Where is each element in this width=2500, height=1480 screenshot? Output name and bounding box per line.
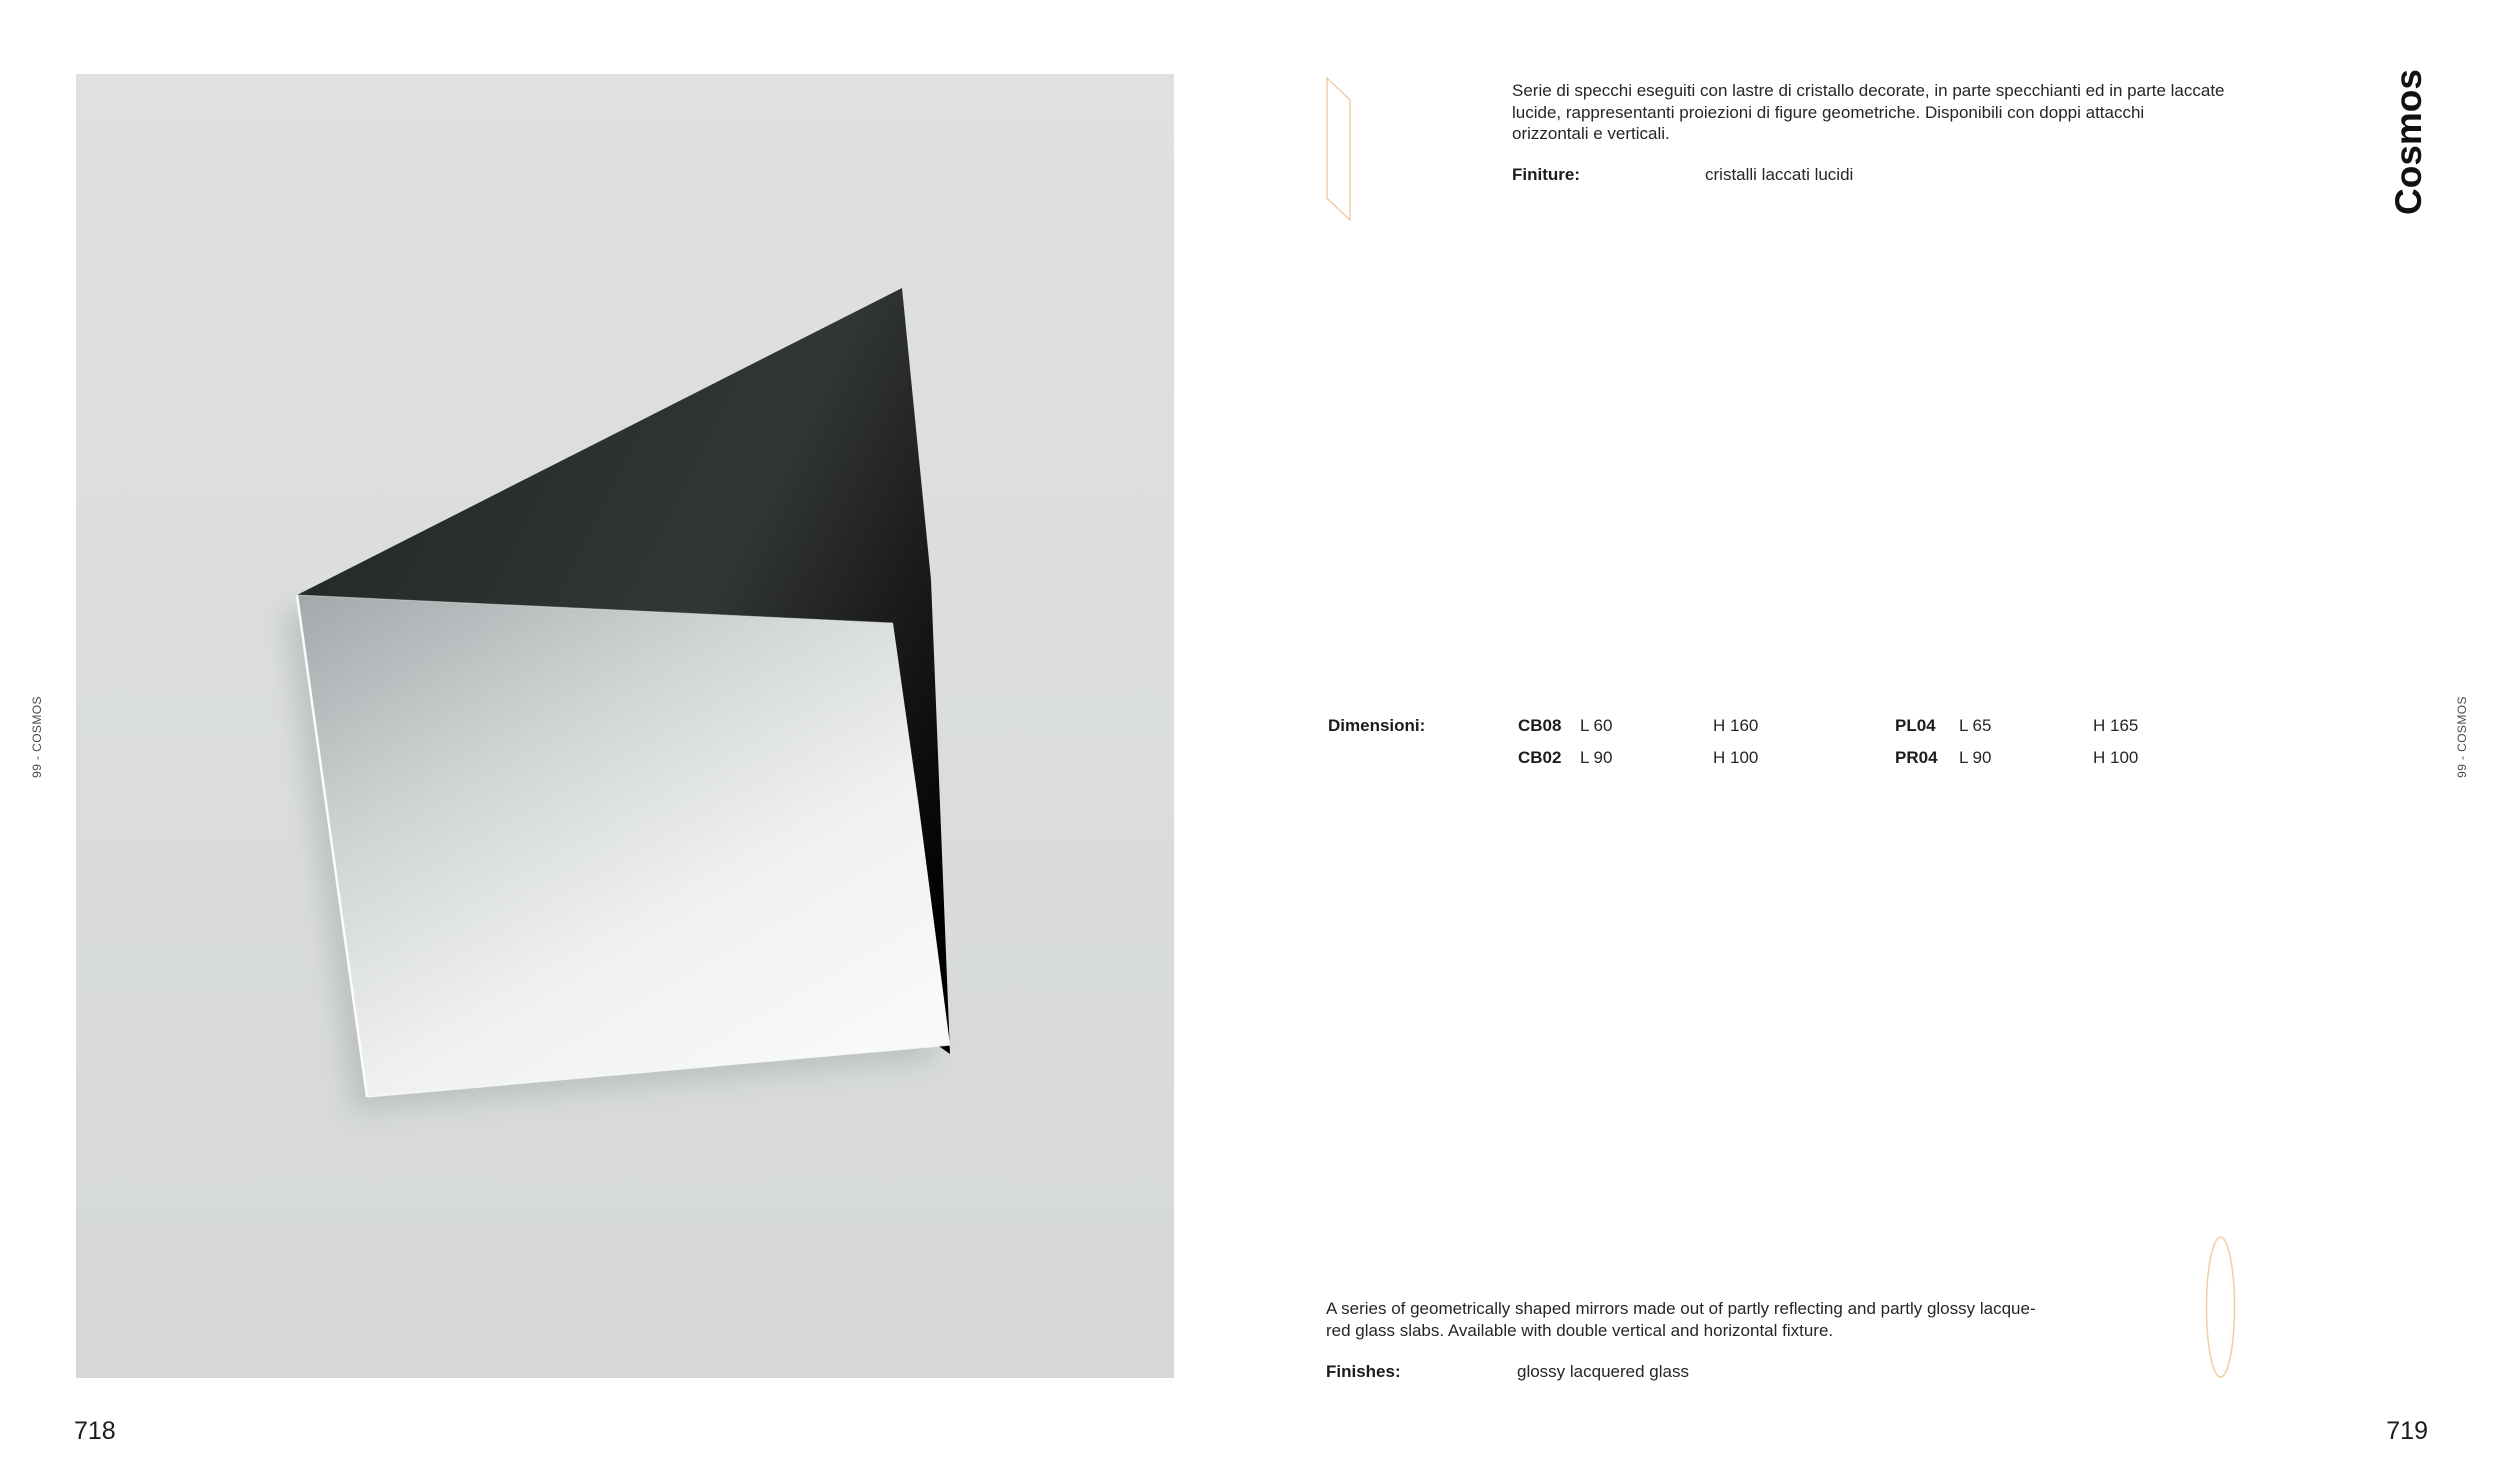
dim-height: H 165 <box>2093 716 2139 735</box>
dim-length: L 90 <box>1580 748 1613 767</box>
finishes-label: Finishes: <box>1326 1362 1401 1381</box>
dim-length: L 90 <box>1959 748 1992 767</box>
decor-parallelogram-outline <box>1327 78 1350 220</box>
dim-code: PR04 <box>1895 748 1938 767</box>
left-margin-series-label: 99 - COSMOS <box>30 696 44 778</box>
outro-paragraph-en <box>1326 1298 2036 1341</box>
dim-length: L 60 <box>1580 716 1613 735</box>
dim-height: H 100 <box>2093 748 2139 767</box>
dimensioni-label: Dimensioni: <box>1328 716 1426 735</box>
dim-code: PL04 <box>1895 716 1936 735</box>
dim-length: L 65 <box>1959 716 1992 735</box>
dimension-row <box>0 748 2500 770</box>
decor-ellipse <box>2200 1231 2242 1383</box>
right-page-number: 719 <box>2386 1417 2428 1445</box>
dimension-row <box>0 716 2500 738</box>
intro-it-line: Serie di specchi eseguiti con lastre di cristallo decorate, in parte specchianti ed in parte laccate <box>1512 81 2225 100</box>
decor-parallelogram <box>1320 70 1360 226</box>
finiture-value: cristalli laccati lucidi <box>1705 165 1854 184</box>
intro-it-line: orizzontali e verticali. <box>1512 124 1670 143</box>
dim-code: CB02 <box>1518 748 1562 767</box>
dim-code: CB08 <box>1518 716 1562 735</box>
decor-ellipse-outline <box>2207 1237 2235 1377</box>
finishes-value: glossy lacquered glass <box>1517 1362 1689 1381</box>
series-title: Cosmos <box>2388 69 2429 215</box>
intro-it-line: lucide, rappresentanti proiezioni di figure geometriche. Disponibili con doppi attacchi <box>1512 102 2145 122</box>
intro-paragraph-it <box>1512 80 2225 145</box>
left-page-number: 718 <box>74 1417 116 1445</box>
dim-height: H 160 <box>1713 716 1759 735</box>
outro-en-line: A series of geometrically shaped mirrors made out of partly reflecting and partly glossy lacque- <box>1326 1299 2036 1318</box>
outro-en-line: red glass slabs. Available with double vertical and horizontal fixture. <box>1326 1320 1834 1340</box>
right-margin-series-label: 99 - COSMOS <box>2455 696 2469 778</box>
mirror-panel <box>297 595 950 1097</box>
dim-height: H 100 <box>1713 748 1759 767</box>
finiture-label: Finiture: <box>1512 165 1580 184</box>
